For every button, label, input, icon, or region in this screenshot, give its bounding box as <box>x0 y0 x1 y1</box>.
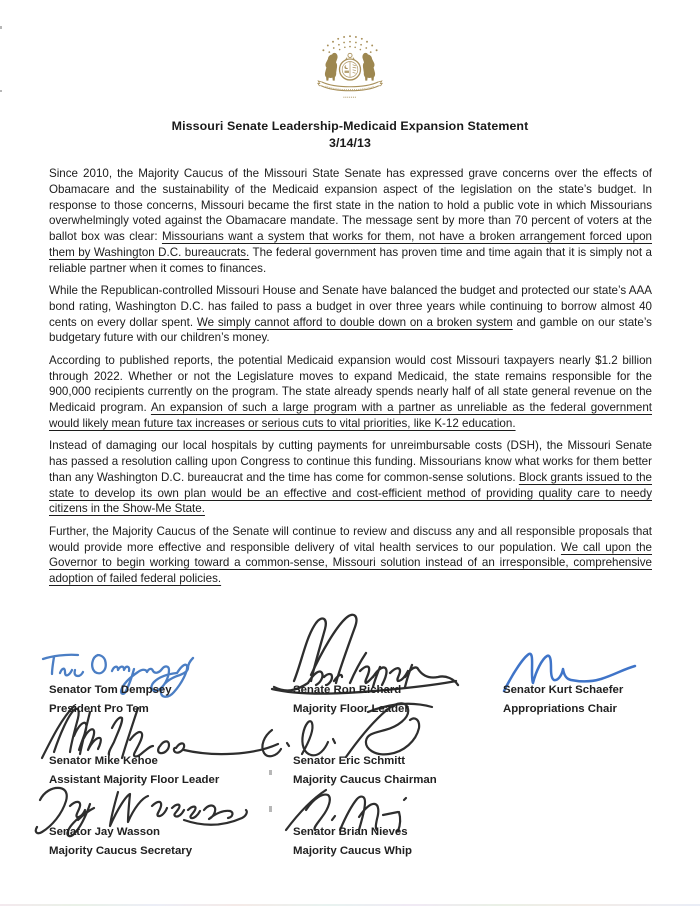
signatory-title: Assistant Majority Floor Leader <box>49 774 220 786</box>
signature-block-eric-schmitt <box>293 754 437 787</box>
title-block <box>0 118 700 152</box>
signatory-title: Majority Floor Leader <box>293 703 409 715</box>
signatory-name: Senator Jay Wasson <box>49 826 160 838</box>
text-run: According to published reports, the potential Medicaid expansion would cost Missouri taxpayers nearly $1.2 billion through 2022. Whether or not the Legislature moves to expand Medicaid, the state remains responsible for the 900,000 recipients currently on the program. The state already spends nearly half of all state general revenue on the Medicaid program. <box>49 353 652 415</box>
signatory-title: President Pro Tem <box>49 703 149 715</box>
underlined-text-run: Missourians want a system that works for them, not have a broken arrangement forced upon them by Washington D.C. bureaucrats. <box>49 230 652 259</box>
underlined-text-run: An expansion of such a large program with a partner as unreliable as the federal government would likely mean future tax increases or serious cuts to vital priorities, like K-12 education. <box>49 401 652 430</box>
signatory-title: Majority Caucus Whip <box>293 845 412 857</box>
missouri-state-seal-icon <box>313 34 387 102</box>
document-date: 3/14/13 <box>328 136 372 150</box>
paragraph-5 <box>49 524 652 587</box>
signature-block-kurt-schaefer <box>503 683 623 716</box>
seal-shield <box>340 59 361 80</box>
signature-block-ron-richard <box>293 683 409 716</box>
signatory-name: Senator Kurt Schaefer <box>503 684 624 696</box>
document-body <box>49 166 652 593</box>
text-run: While the Republican-controlled Missouri House and Senate have balanced the budget and protected our state’s AAA bond rating, Washington D.C. has failed to pass a budget in over three years while continuing to borrow almost 40 cents on every dollar spent. <box>49 284 652 329</box>
signature-block-brian-nieves <box>293 825 412 858</box>
seal-motto-banner <box>318 81 382 97</box>
paragraph-2 <box>49 283 652 346</box>
signatory-name: Senate Ron Richard <box>293 684 402 696</box>
text-run: The federal government has proven time and time again that it is simply not a reliable partner when it comes to finances. <box>49 245 652 275</box>
signatory-name: Senator Eric Schmitt <box>293 755 406 767</box>
scan-artifact <box>269 770 272 775</box>
paragraph-3 <box>49 353 652 432</box>
scan-artifact <box>0 26 2 29</box>
seal-stars-arc <box>322 35 377 53</box>
signatory-title: Appropriations Chair <box>503 703 617 715</box>
signatory-title: Majority Caucus Secretary <box>49 845 193 857</box>
seal-bear-right <box>362 53 375 81</box>
signature-block-tom-dempsey <box>49 683 172 716</box>
signatory-title: Majority Caucus Chairman <box>293 774 437 786</box>
text-run: Since 2010, the Majority Caucus of the Missouri State Senate has expressed grave concerns over the effects of Obamacare and the sustainability of the Medicaid expansion aspect of the legislation on the state’s budget. In response to those concerns, Missouri became the first state in the nation to hold a public vote in which Missourians overwhelmingly voted against the Obamacare mandate. The message sent by more than 70 percent of voters at the ballot box was clear: <box>49 167 652 244</box>
document-title: Missouri Senate Leadership-Medicaid Expansion Statement <box>171 119 529 133</box>
paragraph-4 <box>49 438 652 517</box>
signatory-name: Senator Brian Nieves <box>293 826 408 838</box>
underlined-text-run: We call upon the Governor to begin working toward a common-sense, Missouri solution instead of an irresponsible, comprehensive adoption of failed federal policies. <box>49 540 652 586</box>
paragraph-1 <box>49 166 652 277</box>
text-run: Further, the Majority Caucus of the Senate will continue to review and discuss any and all responsible proposals that would provide more effective and responsible delivery of vital health services to our population. <box>49 524 652 554</box>
underlined-text-run: We simply cannot afford to double down on a broken system <box>196 315 513 329</box>
signatory-name: Senator Mike Kehoe <box>49 755 158 767</box>
scan-artifact <box>0 90 2 92</box>
seal-bear-left <box>325 53 338 81</box>
signatory-name: Senator Tom Dempsey <box>49 684 172 696</box>
underlined-text-run: Block grants issued to the state to develop its own plan would be an effective and cost-efficient method of providing quality care to needy citizens in the Show-Me State. <box>49 470 652 516</box>
text-run: Instead of damaging our local hospitals by cutting payments for unreimbursable costs (DSH), the Missouri Senate has passed a resolution calling upon Congress to continue this funding. Missourians know what works for them better than any Washington D.C. bureaucrat and the time has come for common-sense solutions. <box>49 439 652 484</box>
signature-block-jay-wasson <box>49 825 192 858</box>
signature-block-mike-kehoe <box>49 754 219 787</box>
text-run: and gamble on our state’s budgetary future with our children’s money. <box>49 315 652 345</box>
scan-artifact <box>269 806 272 812</box>
